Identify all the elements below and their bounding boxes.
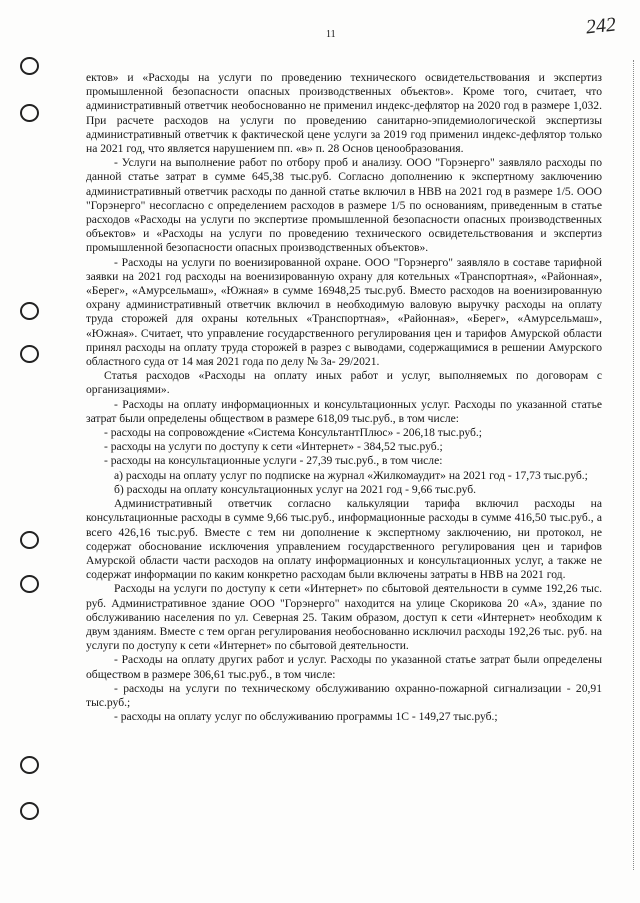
- page-edge: [633, 60, 634, 870]
- binder-hole-icon: [20, 756, 39, 774]
- list-item: б) расходы на оплату консультационных услуг на 2021 год - 9,66 тыс.руб.: [114, 482, 477, 496]
- list-item: - расходы на консультационные услуги - 27,39 тыс.руб., в том числе:: [104, 454, 443, 468]
- paragraph: - Расходы на оплату других работ и услуг. Расходы по указанной статье затрат были определены обществом в размере 306,61 тыс.руб., в том числе:: [86, 653, 602, 681]
- document-body: [86, 71, 602, 724]
- binder-hole-icon: [20, 345, 39, 363]
- paragraph: - Расходы на оплату информационных и консультационных услуг. Расходы по указанной статье затрат были определены обществом в размере 618,09 тыс.руб., в том числе:: [86, 397, 602, 425]
- paragraph: Расходы на услуги по доступу к сети «Интернет» по сбытовой деятельности в сумме 192,26 тыс. руб. Административное здание ООО "Горэнерго" находится на улице Скорикова 20 «А», здание по обслуживанию населения по ул. Северная 25. Таким образом, доступ к сети «Интернет» необходим к двум зданиям. Вместе с тем орган регулирования необоснованно исключил расходы 192,26 тыс. руб. на услуги по доступу к сети «Интернет» по сбытовой деятельности.: [86, 582, 602, 653]
- binder-hole-icon: [20, 802, 39, 820]
- binder-hole-icon: [20, 57, 39, 75]
- list-item: - расходы на услуги по доступу к сети «Интернет» - 384,52 тыс.руб.;: [104, 440, 443, 454]
- handwritten-page-number: 242: [584, 13, 618, 39]
- binder-hole-icon: [20, 302, 39, 320]
- paragraph: ектов» и «Расходы на услуги по проведению технического освидетельствования и экспертиз промышленной безопасности опасных производственных объектов». Кроме того, считает, что административный ответчик необоснованно не применил индекс-дефлятор на 2020 год в размере 1,032. При расчете расходов на услуги по проведению санитарно-эпидемиологической экспертизы административный ответчик к фактической цене услуги за 2019 год применил индекс-дефлятор только на 2021 год, что является нарушением пп. «в» п. 28 Основ ценообразования.: [86, 71, 602, 156]
- list-item: - расходы на оплату услуг по обслуживанию программы 1С - 149,27 тыс.руб.;: [114, 710, 498, 724]
- list-item: а) расходы на оплату услуг по подписке на журнал «Жилкомаудит» на 2021 год - 17,73 тыс.руб.;: [114, 468, 588, 482]
- paragraph: - Расходы на услуги по военизированной охране. ООО "Горэнерго" заявляло в составе тарифной заявки на 2021 год расходы на военизированную охрану для котельных «Транспортная», «Районная», «Берег», «Амурсельмаш», «Южная» в сумме 16948,25 тыс.руб. Вместо расходов на военизированную охрану административный ответчик включил в необходимую валовую выручку расходы на оплату труда сторожей для охраны котельных «Транспортная», «Районная», «Берег», «Амурсельмаш», «Южная». Считает, что управление государственного регулирования цен и тарифов Амурской области принял расходы на оплату труда сторожей в разрез с выводами, содержащимися в решении Амурского областного суда от 14 мая 2021 года по делу № 3а- 29/2021.: [86, 255, 602, 369]
- binder-hole-icon: [20, 531, 39, 549]
- list-item: - расходы на услуги по техническому обслуживанию охранно-пожарной сигнализации - 20,91 тыс.руб.;: [86, 681, 602, 709]
- paragraph: Административный ответчик согласно калькуляции тарифа включил расходы на консультационные расходы в сумме 9,66 тыс.руб., информационные расходы в сумме 416,50 тыс.руб., а всего 426,16 тыс.руб. Вместе с тем ни дополнение к экспертному заключению, ни протокол, не содержат обоснование исключения управлением государственного регулирования цен и тарифов Амурской области части расходов на оплату информационных и консультационных услуг, а также не содержат информации по каким конкретно расходам были включены затраты в НВВ на 2021 год.: [86, 497, 602, 582]
- page-number: 11: [326, 29, 336, 40]
- list-item: - расходы на сопровождение «Система КонсультантПлюс» - 206,18 тыс.руб.;: [104, 426, 482, 440]
- paragraph: Статья расходов «Расходы на оплату иных работ и услуг, выполняемых по договорам с организациями».: [86, 369, 602, 397]
- binder-hole-icon: [20, 575, 39, 593]
- paragraph: - Услуги на выполнение работ по отбору проб и анализу. ООО "Горэнерго" заявляло расходы по данной статье затрат в сумме 645,38 тыс.руб. Согласно дополнению к экспертному заключению административный ответчик расходы по данной статье включил в НВВ на 2021 год в размере 1/5. ООО "Горэнерго" несогласно с определением расходов в размере 1/5 по основаниям, приведенным в статье расходов «Расходы на услуги по экспертизе промышленной безопасности опасных производственных объектов» и «Расходы на услуги по проведению технического освидетельствования и экспертиз промышленной безопасности опасных производственных объектов».: [86, 156, 602, 255]
- binder-hole-icon: [20, 104, 39, 122]
